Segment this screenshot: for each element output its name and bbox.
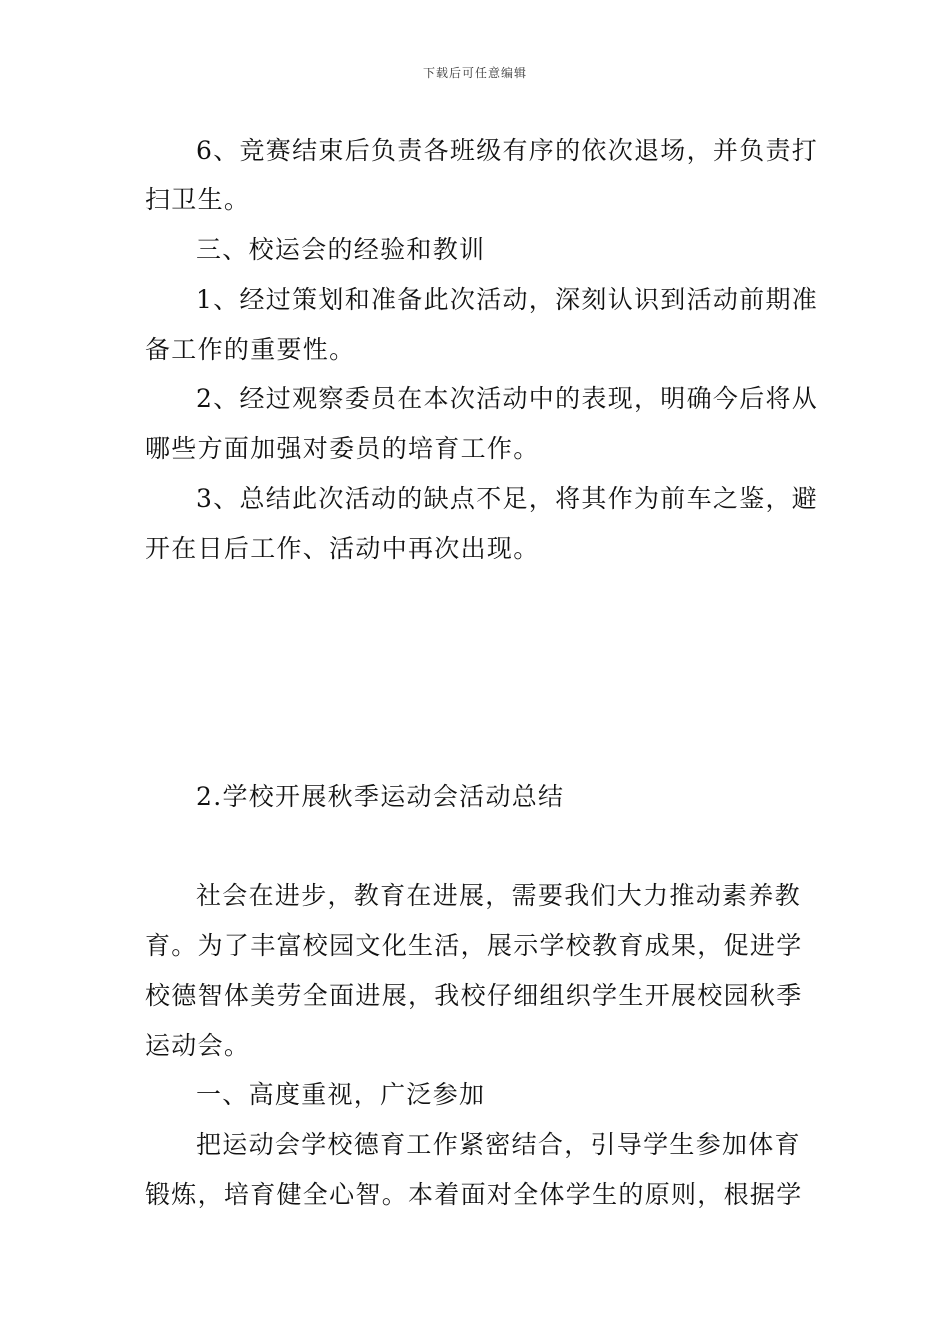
lesson1-line2: 备工作的重要性。 — [145, 335, 356, 364]
lesson1-line1: 1、经过策划和准备此次活动，深刻认识到活动前期准 — [196, 285, 819, 314]
lesson2-line1: 2、经过观察委员在本次活动中的表现，明确今后将从 — [196, 384, 819, 413]
lesson3-line1: 3、总结此次活动的缺点不足，将其作为前车之鉴，避 — [196, 484, 819, 513]
lesson2-line2: 哪些方面加强对委员的培育工作。 — [145, 434, 540, 463]
intro-line2: 育。为了丰富校园文化生活，展示学校教育成果，促进学 — [145, 931, 803, 960]
intro-line4: 运动会。 — [145, 1031, 251, 1060]
item6-line2: 扫卫生。 — [145, 185, 251, 214]
para1-line1: 把运动会学校德育工作紧密结合，引导学生参加体育 — [196, 1130, 801, 1159]
lesson3-line2: 开在日后工作、活动中再次出现。 — [145, 534, 540, 563]
item6-line1: 6、竞赛结束后负责各班级有序的依次退场，并负责打 — [196, 136, 819, 165]
intro-line1: 社会在进步，教育在进展，需要我们大力推动素养教 — [196, 881, 801, 910]
para1-line2: 锻炼，培育健全心智。本着面对全体学生的原则，根据学 — [145, 1180, 803, 1209]
section-title: 2.学校开展秋季运动会活动总结 — [196, 782, 565, 811]
page-header: 下载后可任意编辑 — [422, 66, 527, 80]
intro-line3: 校德智体美劳全面进展，我校仔细组织学生开展校园秋季 — [145, 981, 803, 1010]
lessons-heading: 三、校运会的经验和教训 — [196, 235, 486, 264]
subheading-1: 一、高度重视，广泛参加 — [196, 1080, 486, 1109]
